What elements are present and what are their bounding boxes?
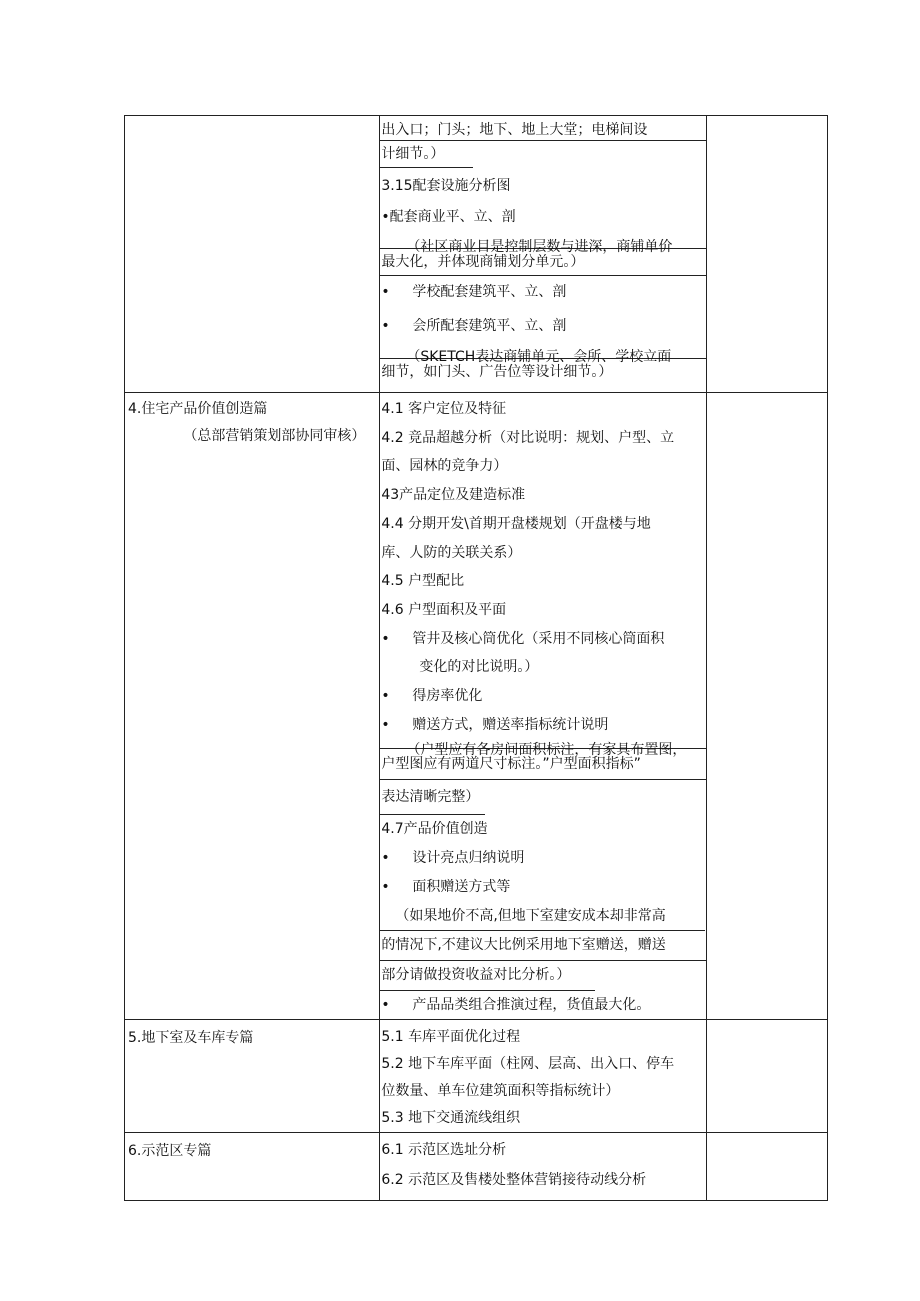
remarks-cell <box>706 393 827 1020</box>
content-cell <box>380 116 706 393</box>
content-line: 库、人防的关联关系） <box>381 544 522 561</box>
table-row <box>125 1020 828 1133</box>
table-row <box>125 1133 828 1201</box>
content-line: 变化的对比说明。） <box>419 659 539 676</box>
content-line: 得房率优化 <box>412 688 483 705</box>
content-line: 6.2 示范区及售楼处整体营销接待动线分析 <box>381 1172 647 1189</box>
content-line-clipped: （户型应有各房间面积标注，有家具布置图， <box>380 739 705 749</box>
content-line: 细节，如门头、广告位等设计细节。） <box>381 364 613 380</box>
section-cell <box>125 393 380 1020</box>
bullet-icon: • <box>381 284 390 300</box>
content-line: 出入口；门头；地下、地上大堂；电梯间设 <box>380 120 705 141</box>
table-row <box>125 393 828 1020</box>
bullet-icon: • <box>381 318 390 334</box>
content-line: 4.5 户型配比 <box>381 573 465 590</box>
content-line: 面、园林的竞争力） <box>381 458 508 475</box>
bullet-icon: • <box>381 688 390 705</box>
section-cell <box>125 1020 380 1133</box>
content-line-clipped: （社区商业目是控制层数与进深，商铺单价 <box>380 236 705 249</box>
section-title: 5.地下室及车库专篇 <box>128 1030 254 1047</box>
content-line: 设计亮点归纳说明 <box>412 850 525 867</box>
bullet-icon: • <box>381 850 390 867</box>
content-line: 会所配套建筑平、立、剖 <box>412 318 567 334</box>
content-line: 面积赠送方式等 <box>412 878 511 895</box>
content-line: 4.2 竞品超越分析（对比说明：规划、户型、立 <box>381 429 675 446</box>
remarks-cell <box>706 1133 827 1201</box>
content-line-clipped: （SKETCH表达商铺单元、会所、学校立面 <box>380 346 705 359</box>
content-line: 最大化，并体现商铺划分单元。） <box>380 249 705 276</box>
bullet-icon: • <box>381 996 390 1013</box>
section-cell <box>125 116 380 393</box>
content-line: 赠送方式，赠送率指标统计说明 <box>412 716 609 733</box>
content-line: 5.2 地下车库平面（柱网、层高、出入口、停车 <box>381 1056 675 1073</box>
content-line: 部分请做投资收益对比分析。） <box>380 961 595 991</box>
content-line: 户型图应有两道尺寸标注。”户型面积指标” <box>380 749 705 780</box>
content-line: 4.1 客户定位及特征 <box>381 401 507 417</box>
bullet-icon: • <box>381 630 390 647</box>
remarks-cell <box>706 1020 827 1133</box>
section-title: 6.示范区专篇 <box>128 1143 212 1160</box>
content-line: 学校配套建筑平、立、剖 <box>412 284 567 300</box>
content-cell <box>380 393 706 1020</box>
content-line: 计细节。） <box>380 141 473 168</box>
bullet-icon: • <box>381 716 390 733</box>
content-line: 5.1 车库平面优化过程 <box>381 1029 521 1046</box>
content-cell <box>380 1133 706 1201</box>
content-line: •配套商业平、立、剖 <box>381 209 516 225</box>
content-line: 43产品定位及建造标准 <box>381 487 526 504</box>
section-title: 4.住宅产品价值创造篇 <box>128 401 268 417</box>
content-line: 表达清晰完整） <box>380 780 485 815</box>
content-line: 5.3 地下交通流线组织 <box>381 1110 521 1127</box>
content-line: 4.4 分期开发\首期开盘楼规划（开盘楼与地 <box>381 515 651 532</box>
spec-table <box>124 115 828 1201</box>
content-line: 管井及核心筒优化（采用不同核心筒面积 <box>412 630 665 647</box>
bullet-icon: • <box>381 878 390 895</box>
section-cell <box>125 1133 380 1201</box>
content-line: 6.1 示范区选址分析 <box>381 1142 507 1159</box>
content-line: 位数量、单车位建筑面积等指标统计） <box>381 1083 620 1100</box>
content-cell <box>380 1020 706 1133</box>
content-line: 的情况下,不建议大比例采用地下室赠送，赠送 <box>380 931 705 961</box>
content-line: （如果地价不高,但地下室建安成本却非常高 <box>380 902 705 932</box>
content-line: 3.15配套设施分析图 <box>381 178 511 194</box>
table-row <box>125 116 828 393</box>
section-subtitle: （总部营销策划部协同审核） <box>183 428 366 444</box>
content-line: 4.7产品价值创造 <box>381 821 488 838</box>
content-line: 4.6 户型面积及平面 <box>381 601 507 618</box>
remarks-cell <box>706 116 827 393</box>
content-line: 产品品类组合推演过程，货值最大化。 <box>412 996 651 1013</box>
